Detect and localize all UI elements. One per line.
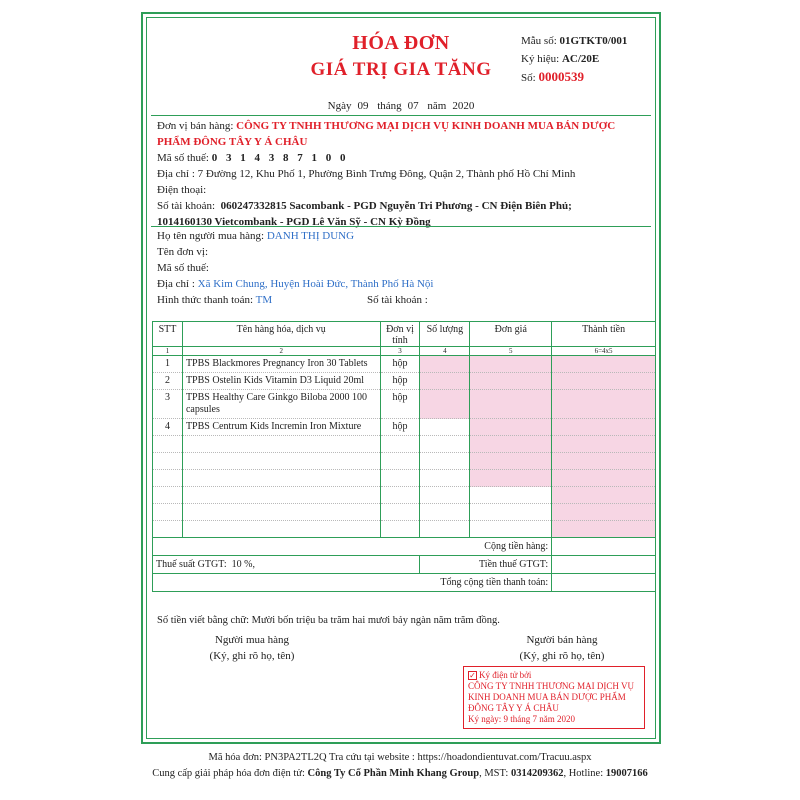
esign-company: CÔNG TY TNHH THƯƠNG MẠI DỊCH VỤ KINH DOANH MUA BÁN DƯỢC PHẨM ĐÔNG TÂY Y Á CHÂU <box>468 681 634 713</box>
invoice-title-line2: GIÁ TRỊ GIA TĂNG <box>310 59 492 80</box>
esign-header <box>468 670 640 681</box>
electronic-signature-stamp <box>463 666 645 729</box>
esign-label: Ký điện tử bởi <box>479 670 532 680</box>
table-row <box>153 356 656 373</box>
buyer-account <box>367 292 428 308</box>
invoice-inner-frame <box>146 17 656 739</box>
item-name: TPBS Ostelin Kids Vitamin D3 Liquid 20ml <box>182 373 380 390</box>
seller-address-row <box>157 166 647 182</box>
seller-signature-title: Người bán hàng <box>526 634 598 646</box>
seller-tax-code: 0 3 1 4 3 8 7 1 0 0 <box>211 152 349 164</box>
total-label: Tổng cộng tiền thanh toán: <box>153 574 552 592</box>
item-stt: 1 <box>153 356 183 373</box>
table-row <box>153 373 656 390</box>
day-label: Ngày <box>327 100 352 112</box>
col-header-name: Tên hàng hóa, dịch vụ <box>182 322 380 347</box>
buyer-account-label: Số tài khoản : <box>367 294 428 306</box>
subtotal-value <box>552 538 656 556</box>
empty-row <box>153 487 656 504</box>
col-header-unit: Đơn vị tính <box>380 322 420 347</box>
item-qty <box>420 419 470 436</box>
item-stt: 4 <box>153 419 183 436</box>
buyer-tax-label: Mã số thuế: <box>157 262 209 274</box>
invoice-number-row <box>521 68 627 87</box>
year-value: 2020 <box>452 100 475 112</box>
item-unit: hộp <box>380 373 420 390</box>
vat-amount-value <box>552 556 656 574</box>
index-cell: 2 <box>182 347 380 356</box>
table-index-row <box>153 347 656 356</box>
buyer-payment-row <box>157 292 647 308</box>
invoice-date <box>147 100 655 112</box>
item-name: TPBS Blackmores Pregnancy Iron 30 Tablets <box>182 356 380 373</box>
seller-tax-label: Mã số thuế: <box>157 152 209 164</box>
col-header-price: Đơn giá <box>470 322 552 347</box>
buyer-address-row <box>157 276 647 292</box>
subtotal-label: Cộng tiền hàng: <box>153 538 552 556</box>
buyer-name: DANH THỊ DUNG <box>266 230 355 242</box>
item-unit: hộp <box>380 390 420 419</box>
seller-signature-note: (Ký, ghi rõ họ, tên) <box>519 650 605 662</box>
vat-rate-value: 10 %, <box>231 559 255 570</box>
footer-mst-label: , MST: <box>479 768 509 779</box>
buyer-name-label: Họ tên người mua hàng: <box>157 230 265 242</box>
buyer-address-label: Địa chỉ : <box>157 278 195 290</box>
total-value <box>552 574 656 592</box>
divider-top <box>151 115 651 116</box>
month-value: 07 <box>407 100 419 112</box>
vat-row <box>153 556 656 574</box>
item-qty-masked <box>420 390 470 419</box>
esign-date: Ký ngày: 9 tháng 7 năm 2020 <box>468 714 575 724</box>
seller-phone-label: Điện thoại: <box>157 184 207 196</box>
item-stt: 3 <box>153 390 183 419</box>
empty-row <box>153 453 656 470</box>
seller-address-label: Địa chỉ : <box>157 168 195 180</box>
buyer-unit-label: Tên đơn vị: <box>157 246 209 258</box>
item-price-masked <box>470 419 552 436</box>
item-unit: hộp <box>380 356 420 373</box>
total-row <box>153 574 656 592</box>
footer-mst-value: 0314209362 <box>510 768 564 779</box>
vat-rate-label: Thuế suất GTGT: <box>156 559 227 570</box>
item-qty-masked <box>420 373 470 390</box>
buyer-section <box>157 228 647 308</box>
day-value: 09 <box>357 100 369 112</box>
checkmark-icon: ✓ <box>469 671 476 680</box>
empty-row <box>153 470 656 487</box>
invoice-footer <box>0 750 800 782</box>
seller-account-line1: 060247332815 Sacombank - PGD Nguyễn Tri Phương - CN Điện Biên Phủ; <box>220 200 572 212</box>
seller-name: CÔNG TY TNHH THƯƠNG MẠI DỊCH VỤ KINH DOANH MUA BÁN DƯỢC PHẨM ĐÔNG TÂY Y Á CHÂU <box>157 120 616 148</box>
month-label: tháng <box>377 100 402 112</box>
symbol-value: AC/20E <box>561 53 600 65</box>
seller-signature <box>477 632 647 664</box>
item-price-masked <box>470 356 552 373</box>
invoice-frame <box>141 12 661 744</box>
footer-lookup-line: Mã hóa đơn: PN3PA2TL2Q Tra cứu tại website : https://hoadondientuvat.com/Tracuu.aspx <box>208 752 592 763</box>
invoice-number-label: Số: <box>521 72 536 84</box>
item-qty-masked <box>420 356 470 373</box>
table-row <box>153 390 656 419</box>
table-row <box>153 419 656 436</box>
amount-in-words <box>157 615 500 626</box>
divider-mid <box>151 226 651 227</box>
seller-address: 7 Đường 12, Khu Phố 1, Phường Bình Trưng Đông, Quận 2, Thành phố Hồ Chí Minh <box>197 168 576 180</box>
index-cell: 1 <box>153 347 183 356</box>
form-number-value: 01GTKT0/001 <box>559 35 628 47</box>
vat-amount-label: Tiền thuế GTGT: <box>420 556 552 574</box>
amount-words-label: Số tiền viết bằng chữ: <box>157 615 250 626</box>
empty-row <box>153 504 656 521</box>
index-cell: 4 <box>420 347 470 356</box>
buyer-tax-row <box>157 260 647 276</box>
buyer-signature-title: Người mua hàng <box>214 634 290 646</box>
col-header-qty: Số lượng <box>420 322 470 347</box>
form-number-row <box>521 32 627 50</box>
seller-name-label: Đơn vị bán hàng: <box>157 120 234 132</box>
footer-provider-line <box>0 766 800 782</box>
seller-phone-row <box>157 182 647 198</box>
seller-account-row <box>157 198 647 214</box>
footer-provider-prefix: Cung cấp giải pháp hóa đơn điện tử: <box>152 768 305 779</box>
item-price-masked <box>470 373 552 390</box>
buyer-signature-note: (Ký, ghi rõ họ, tên) <box>209 650 295 662</box>
item-amount-masked <box>552 356 656 373</box>
vat-rate-cell <box>153 556 420 574</box>
amount-words-value: Mười bốn triệu ba trăm hai mươi bảy ngàn năm trăm đồng. <box>251 615 500 626</box>
item-name: TPBS Healthy Care Ginkgo Biloba 2000 100 capsules <box>182 390 380 419</box>
footer-hotline-value: 19007166 <box>605 768 648 779</box>
seller-account-label: Số tài khoản: <box>157 200 216 212</box>
table-header-row <box>153 322 656 347</box>
subtotal-row <box>153 538 656 556</box>
payment-label: Hình thức thanh toán: <box>157 294 254 306</box>
items-table <box>152 321 656 592</box>
seller-account-line2: 1014160130 Vietcombank - PGD Lê Văn Sỹ - CN Kỳ Đồng <box>157 216 431 228</box>
invoice-number-value: 0000539 <box>538 69 584 84</box>
buyer-unit-row <box>157 244 647 260</box>
payment-value: TM <box>255 294 273 306</box>
invoice-title-line1: HÓA ĐƠN <box>352 32 450 54</box>
footer-hotline-label: , Hotline: <box>563 768 604 779</box>
item-amount-masked <box>552 373 656 390</box>
seller-section <box>157 118 647 230</box>
buyer-signature <box>167 632 337 664</box>
index-cell: 6=4x5 <box>552 347 656 356</box>
year-label: năm <box>427 100 447 112</box>
item-unit: hộp <box>380 419 420 436</box>
buyer-name-row <box>157 228 647 244</box>
payment-method <box>157 292 367 308</box>
index-cell: 3 <box>380 347 420 356</box>
symbol-label: Ký hiệu: <box>521 53 560 65</box>
seller-name-row <box>157 118 647 150</box>
seller-tax-row <box>157 150 647 166</box>
col-header-stt: STT <box>153 322 183 347</box>
col-header-amount: Thành tiền <box>552 322 656 347</box>
symbol-row <box>521 50 627 68</box>
buyer-address: Xã Kim Chung, Huyện Hoài Đức, Thành Phố Hà Nội <box>197 278 434 290</box>
footer-provider-name: Công Ty Cổ Phần Minh Khang Group <box>307 768 480 779</box>
item-amount-masked <box>552 390 656 419</box>
item-amount-masked <box>552 419 656 436</box>
empty-row <box>153 521 656 538</box>
index-cell: 5 <box>470 347 552 356</box>
empty-row <box>153 436 656 453</box>
invoice-serial-block <box>521 32 627 87</box>
item-price-masked <box>470 390 552 419</box>
item-name: TPBS Centrum Kids Incremin Iron Mixture <box>182 419 380 436</box>
item-stt: 2 <box>153 373 183 390</box>
form-number-label: Mẫu số: <box>521 35 557 47</box>
